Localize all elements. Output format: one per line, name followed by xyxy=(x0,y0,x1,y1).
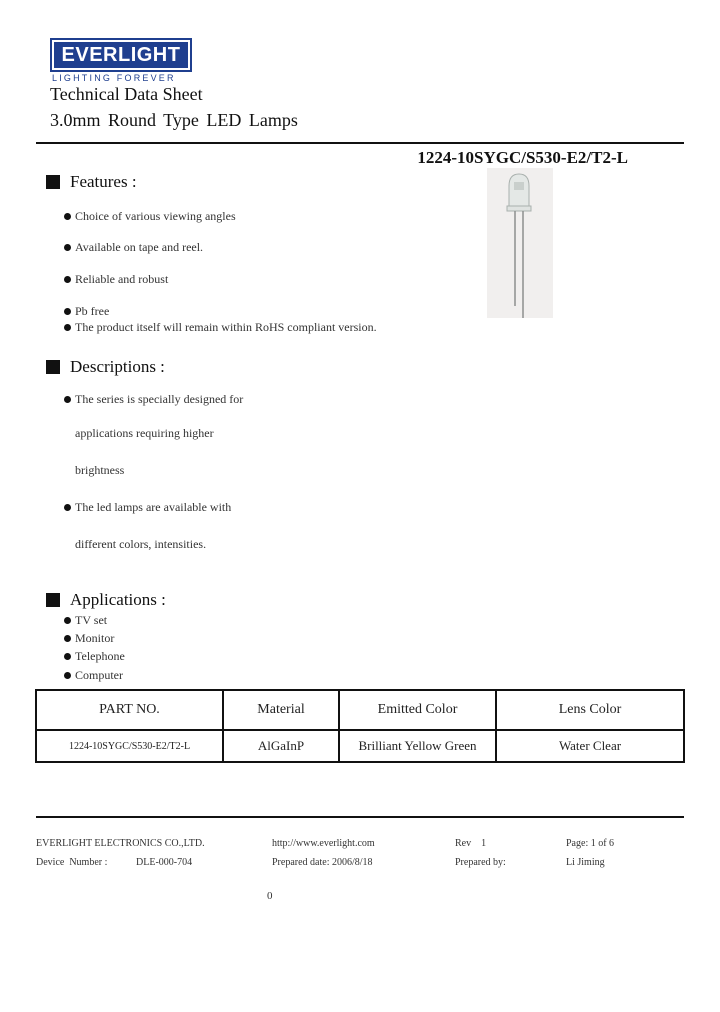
feature-item-text: Pb free xyxy=(75,304,110,318)
bullet-dot-icon xyxy=(64,276,71,283)
footer-revision: Rev 1 xyxy=(455,838,487,849)
description-text-continued: different colors, intensities. xyxy=(75,537,207,551)
page-mark: 0 xyxy=(267,890,273,902)
table-cell: Brilliant Yellow Green xyxy=(339,730,496,762)
footer-company: EVERLIGHT ELECTRONICS CO.,LTD. xyxy=(36,838,205,849)
bullet-dot-icon xyxy=(64,672,71,679)
description-text: The series is specially designed for xyxy=(75,392,244,406)
application-item-text: Monitor xyxy=(75,631,115,645)
footer-prepared-by: Li Jiming xyxy=(566,857,605,868)
footer-device-number: DLE-000-704 xyxy=(136,857,193,868)
table-header-row xyxy=(36,690,684,730)
bullet-dot-icon xyxy=(64,504,71,511)
application-item-text: Telephone xyxy=(75,649,125,663)
table-header-cell: Material xyxy=(223,690,339,730)
feature-item xyxy=(64,272,168,287)
application-item xyxy=(64,649,125,664)
table-cell: AlGaInP xyxy=(223,730,339,762)
table-cell: 1224-10SYGC/S530-E2/T2-L xyxy=(36,730,223,762)
application-item-text: TV set xyxy=(75,613,108,627)
descriptions-heading-label: Descriptions : xyxy=(70,357,165,376)
feature-item xyxy=(64,209,236,224)
footer-device-number-label: Device Number : xyxy=(36,857,108,868)
table-header-cell: PART NO. xyxy=(36,690,223,730)
feature-item-text: The product itself will remain within RoHS compliant version. xyxy=(75,320,377,334)
bullet-dot-icon xyxy=(64,617,71,624)
table-header-cell: Emitted Color xyxy=(339,690,496,730)
features-heading-label: Features : xyxy=(70,172,137,191)
description-item xyxy=(64,392,243,407)
logo-tagline: LIGHTING FOREVER xyxy=(52,73,176,83)
header-divider xyxy=(36,142,684,144)
feature-item xyxy=(64,304,109,319)
application-item xyxy=(64,613,107,628)
part-number-title: 1224-10SYGC/S530-E2/T2-L xyxy=(417,148,628,167)
footer-prepared-by-label: Prepared by: xyxy=(455,857,506,868)
section-square-icon xyxy=(46,360,60,374)
bullet-dot-icon xyxy=(64,244,71,251)
applications-heading xyxy=(46,590,166,610)
feature-item-text: Available on tape and reel. xyxy=(75,240,204,254)
footer-website: http://www.everlight.com xyxy=(272,838,375,849)
bullet-dot-icon xyxy=(64,213,71,220)
table-header-cell: Lens Color xyxy=(496,690,684,730)
features-heading xyxy=(46,172,137,192)
table-row xyxy=(36,730,684,762)
logo-text: EVERLIGHT xyxy=(61,43,181,66)
description-text: The led lamps are available with xyxy=(75,500,232,514)
section-square-icon xyxy=(46,175,60,189)
bullet-dot-icon xyxy=(64,308,71,315)
application-item xyxy=(64,631,114,646)
description-text-continued: brightness xyxy=(75,463,125,477)
footer-page: Page: 1 of 6 xyxy=(566,838,615,849)
footer-prepared-date: Prepared date: 2006/8/18 xyxy=(272,857,373,868)
descriptions-heading xyxy=(46,357,165,377)
bullet-dot-icon xyxy=(64,635,71,642)
applications-heading-label: Applications : xyxy=(70,590,166,609)
description-text-continued: applications requiring higher xyxy=(75,426,214,440)
bullet-dot-icon xyxy=(64,396,71,403)
table-cell: Water Clear xyxy=(496,730,684,762)
feature-item xyxy=(64,240,203,255)
bullet-dot-icon xyxy=(64,653,71,660)
document-subtitle: 3.0mm Round Type LED Lamps xyxy=(50,110,298,130)
feature-item-text: Choice of various viewing angles xyxy=(75,209,236,223)
footer-divider xyxy=(36,816,684,818)
bullet-dot-icon xyxy=(64,324,71,331)
description-item xyxy=(64,500,231,515)
section-square-icon xyxy=(46,593,60,607)
feature-item xyxy=(64,320,377,335)
application-item-text: Computer xyxy=(75,668,123,682)
part-specification-table xyxy=(35,689,685,763)
led-product-image xyxy=(487,168,553,318)
document-title: Technical Data Sheet xyxy=(50,84,203,104)
company-logo xyxy=(50,38,192,72)
feature-item-text: Reliable and robust xyxy=(75,272,169,286)
application-item xyxy=(64,668,123,683)
